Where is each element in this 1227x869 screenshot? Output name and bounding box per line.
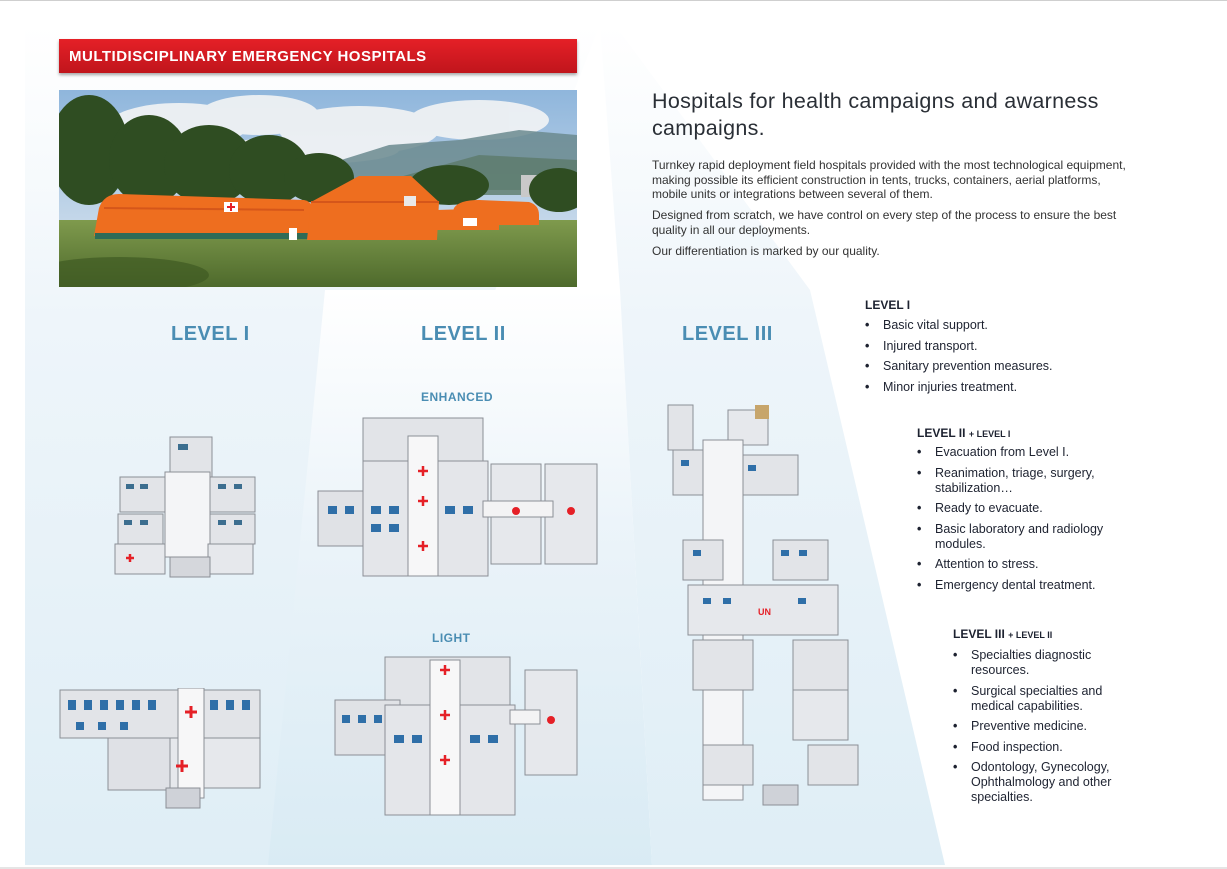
list-item-text: Food inspection. <box>971 739 1063 754</box>
level1-plan-a <box>110 432 260 582</box>
list-item-text: Ready to evacuate. <box>935 501 1043 515</box>
level2-light-plan <box>330 655 582 820</box>
headline-line-1: Hospitals for health campaigns and awarness <box>652 89 1099 113</box>
bullet-icon: • <box>917 577 922 592</box>
list-item-text: Basic laboratory and radiology <box>935 521 1104 536</box>
column-heading-level-1: LEVEL I <box>171 323 250 345</box>
column-heading-level-3: LEVEL III <box>682 323 773 345</box>
level3-list-title-suffix: + LEVEL II <box>1008 630 1053 640</box>
list-item-text: Emergency dental treatment. <box>935 577 1096 592</box>
list-item-text: Specialties diagnostic <box>971 648 1092 662</box>
list-item-text: Minor injuries treatment. <box>883 379 1018 394</box>
list-item-text: Preventive medicine. <box>971 719 1088 733</box>
list-item-text: medical capabilities. <box>971 698 1083 713</box>
list-item-text: resources. <box>971 663 1030 677</box>
list-item-text: Odontology, Gynecology, <box>971 760 1110 774</box>
list-item <box>917 557 1167 572</box>
text-line: Designed from scratch, we have control on every step of the process to ensure the best <box>652 208 1117 222</box>
bullet-icon: • <box>865 379 870 394</box>
title-banner <box>59 39 577 73</box>
column-heading-level-2: LEVEL II <box>421 323 506 345</box>
level3-list-title <box>953 627 1052 641</box>
list-item <box>865 339 1115 354</box>
un-label: UN <box>758 607 771 617</box>
level2-feature-list <box>917 445 1167 598</box>
tents-photo <box>59 90 577 287</box>
list-item-text: Surgical specialties and <box>971 683 1103 698</box>
level1-list-title <box>865 298 910 312</box>
text-line: Our differentiation is marked by our quality. <box>652 244 880 258</box>
list-item <box>953 648 1193 678</box>
level3-feature-list <box>953 648 1193 811</box>
level2-list-title-suffix: + LEVEL I <box>968 429 1011 439</box>
level3-list-title-text: LEVEL III <box>953 627 1005 641</box>
list-item <box>953 740 1193 755</box>
list-item-text: Sanitary prevention measures. <box>883 359 1053 373</box>
level2-enhanced-plan <box>313 416 603 581</box>
text-line: quality in all our deployments. <box>652 222 811 237</box>
list-item <box>865 318 1115 333</box>
bullet-icon: • <box>917 445 922 459</box>
text-line: Turnkey rapid deployment field hospitals provided with the most technological equipment, <box>652 158 1126 172</box>
list-item <box>865 380 1115 395</box>
list-item <box>917 445 1167 460</box>
subheading-enhanced: ENHANCED <box>421 390 494 404</box>
bullet-icon: • <box>953 648 958 662</box>
intro-paragraph-2 <box>652 208 1177 237</box>
list-item <box>917 501 1167 516</box>
bullet-icon: • <box>953 719 958 733</box>
bullet-icon: • <box>865 338 870 353</box>
level3-plan <box>663 400 868 812</box>
list-item <box>917 522 1167 552</box>
bullet-icon: • <box>953 739 958 754</box>
list-item-text: Attention to stress. <box>935 557 1039 571</box>
bullet-icon: • <box>917 501 922 515</box>
list-item-text: Evacuation from Level I. <box>935 445 1070 459</box>
list-item-text: modules. <box>935 536 986 551</box>
headline-line-2: campaigns. <box>652 116 765 140</box>
intro-paragraph-3 <box>652 244 1177 259</box>
bullet-icon: • <box>917 557 922 571</box>
list-item <box>953 719 1193 734</box>
subheading-light: LIGHT <box>432 631 471 645</box>
text-line: mobile units or integrations between several of them. <box>652 187 933 201</box>
level1-feature-list <box>865 318 1115 400</box>
bullet-icon: • <box>953 683 958 698</box>
level2-list-title <box>917 426 1010 440</box>
text-line: making possible its efficient construction in tents, trucks, containers, aerial platforms, <box>652 172 1101 187</box>
bullet-icon: • <box>865 359 870 373</box>
banner-title: MULTIDISCIPLINARY EMERGENCY HOSPITALS <box>69 48 427 65</box>
level1-plan-b <box>58 688 264 813</box>
list-item <box>953 760 1193 805</box>
list-item <box>953 684 1193 714</box>
list-item <box>917 466 1167 496</box>
list-item <box>865 359 1115 374</box>
bullet-icon: • <box>953 760 958 774</box>
list-item-text: Injured transport. <box>883 338 978 353</box>
intro-paragraph-1 <box>652 158 1177 202</box>
level2-list-title-text: LEVEL II <box>917 426 966 440</box>
list-item-text: stabilization… <box>935 480 1013 495</box>
headline <box>652 88 1172 142</box>
list-item-text: Ophthalmology and other <box>971 775 1112 789</box>
level1-list-title-text: LEVEL I <box>865 298 911 312</box>
bullet-icon: • <box>865 318 870 332</box>
list-item-text: Reanimation, triage, surgery, <box>935 465 1095 480</box>
list-item-text: Basic vital support. <box>883 318 988 332</box>
bullet-icon: • <box>917 465 922 480</box>
list-item-text: specialties. <box>971 790 1033 804</box>
bullet-icon: • <box>917 521 922 536</box>
list-item <box>917 578 1167 593</box>
